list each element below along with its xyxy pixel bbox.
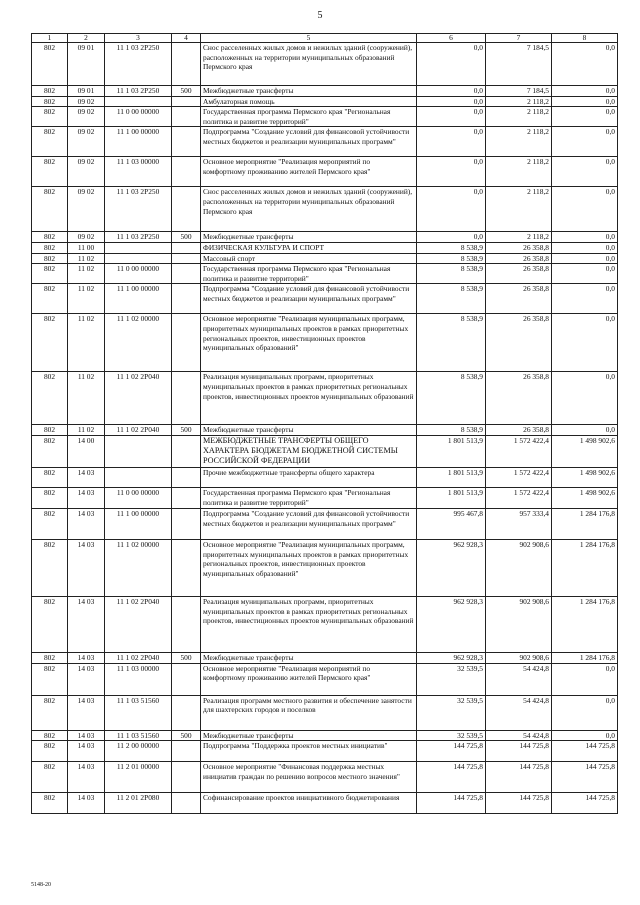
ministry-code: 802 [32, 652, 68, 663]
section-code: 11 02 [68, 314, 105, 372]
target-item-code: 11 1 02 00000 [105, 539, 172, 596]
amount-col7: 26 358,8 [486, 425, 552, 436]
table-row [32, 793, 618, 814]
amount-col8: 1 498 902,6 [552, 487, 618, 508]
section-code: 14 03 [68, 741, 105, 762]
item-name: Основное мероприятие "Финансовая поддержка местных инициатив граждан по решению вопросов местного значения" [201, 762, 417, 793]
expense-type-code [172, 596, 201, 652]
ministry-code: 802 [32, 663, 68, 695]
amount-col8: 144 725,8 [552, 762, 618, 793]
table-row [32, 242, 618, 253]
expense-type-code [172, 762, 201, 793]
amount-col8: 144 725,8 [552, 741, 618, 762]
amount-col8: 0,0 [552, 232, 618, 243]
target-item-code: 11 1 03 2P250 [105, 86, 172, 97]
section-code: 14 03 [68, 467, 105, 487]
target-item-code: 11 1 03 51560 [105, 695, 172, 730]
target-item-code: 11 1 03 51560 [105, 730, 172, 741]
amount-col8: 0,0 [552, 425, 618, 436]
amount-col8: 0,0 [552, 253, 618, 264]
amount-col8: 1 284 176,8 [552, 596, 618, 652]
section-code: 14 03 [68, 508, 105, 539]
section-code: 14 03 [68, 793, 105, 814]
ministry-code: 802 [32, 127, 68, 157]
amount-col8: 0,0 [552, 127, 618, 157]
amount-col6: 1 801 513,9 [417, 467, 486, 487]
amount-col7: 1 572 422,4 [486, 487, 552, 508]
item-name: Снос расселенных жилых домов и нежилых зданий (сооружений), расположенных на территории муниципальных образований Пермского края [201, 43, 417, 86]
table-row [32, 596, 618, 652]
target-item-code: 11 1 02 00000 [105, 314, 172, 372]
target-item-code [105, 435, 172, 467]
expense-type-code [172, 107, 201, 127]
amount-col7: 26 358,8 [486, 253, 552, 264]
amount-col6: 8 538,9 [417, 314, 486, 372]
section-code: 11 02 [68, 372, 105, 425]
amount-col6: 144 725,8 [417, 762, 486, 793]
expense-type-code [172, 467, 201, 487]
amount-col7: 957 333,4 [486, 508, 552, 539]
target-item-code: 11 1 03 2P250 [105, 43, 172, 86]
column-number: 7 [486, 34, 552, 43]
section-code: 09 01 [68, 43, 105, 86]
expense-type-code: 500 [172, 232, 201, 243]
column-number: 3 [105, 34, 172, 43]
expense-type-code [172, 314, 201, 372]
amount-col8: 0,0 [552, 187, 618, 232]
table-row [32, 652, 618, 663]
amount-col8: 0,0 [552, 86, 618, 97]
amount-col7: 26 358,8 [486, 372, 552, 425]
ministry-code: 802 [32, 730, 68, 741]
table-row [32, 264, 618, 284]
item-name: Подпрограмма "Создание условий для финансовой устойчивости местных бюджетов и реализации муниципальных программ" [201, 508, 417, 539]
item-name: Основное мероприятие "Реализация мероприятий по комфортному проживанию жителей Пермского края" [201, 157, 417, 187]
item-name: Подпрограмма "Поддержка проектов местных инициатив" [201, 741, 417, 762]
amount-col7: 144 725,8 [486, 793, 552, 814]
amount-col6: 995 467,8 [417, 508, 486, 539]
expense-type-code: 500 [172, 652, 201, 663]
ministry-code: 802 [32, 284, 68, 314]
table-row [32, 372, 618, 425]
ministry-code: 802 [32, 314, 68, 372]
expense-type-code [172, 253, 201, 264]
amount-col8: 0,0 [552, 695, 618, 730]
table-row [32, 695, 618, 730]
amount-col6: 8 538,9 [417, 372, 486, 425]
table-row [32, 43, 618, 86]
section-code: 09 02 [68, 127, 105, 157]
expense-type-code [172, 487, 201, 508]
amount-col6: 962 928,3 [417, 652, 486, 663]
target-item-code [105, 467, 172, 487]
item-name: Амбулаторная помощь [201, 96, 417, 107]
table-row [32, 314, 618, 372]
item-name: Основное мероприятие "Реализация муниципальных программ, приоритетных муниципальных проектов в рамках приоритетных региональных проектов, инвестиционных проектов муниципальных образований" [201, 539, 417, 596]
expense-type-code [172, 127, 201, 157]
ministry-code: 802 [32, 793, 68, 814]
section-code: 11 02 [68, 253, 105, 264]
amount-col6: 0,0 [417, 96, 486, 107]
item-name: Государственная программа Пермского края "Региональная политика и развитие территорий" [201, 107, 417, 127]
amount-col7: 26 358,8 [486, 284, 552, 314]
expense-type-code [172, 96, 201, 107]
expense-type-code [172, 284, 201, 314]
amount-col7: 1 572 422,4 [486, 435, 552, 467]
column-number: 1 [32, 34, 68, 43]
amount-col7: 2 118,2 [486, 232, 552, 243]
ministry-code: 802 [32, 425, 68, 436]
column-number: 5 [201, 34, 417, 43]
amount-col6: 0,0 [417, 187, 486, 232]
section-code: 14 00 [68, 435, 105, 467]
item-name: Реализация программ местного развития и обеспечение занятости для шахтерских городов и поселков [201, 695, 417, 730]
amount-col8: 0,0 [552, 284, 618, 314]
item-name: Государственная программа Пермского края "Региональная политика и развитие территорий" [201, 264, 417, 284]
item-name: Реализация муниципальных программ, приоритетных муниципальных проектов в рамках приоритетных региональных проектов, инвестиционных проектов муниципальных образований [201, 372, 417, 425]
item-name: Реализация муниципальных программ, приоритетных муниципальных проектов в рамках приоритетных региональных проектов, инвестиционных проектов муниципальных образований [201, 596, 417, 652]
expense-type-code [172, 43, 201, 86]
ministry-code: 802 [32, 596, 68, 652]
target-item-code: 11 1 02 2P040 [105, 652, 172, 663]
ministry-code: 802 [32, 372, 68, 425]
column-number: 2 [68, 34, 105, 43]
target-item-code: 11 1 03 2P250 [105, 187, 172, 232]
section-code: 09 02 [68, 157, 105, 187]
amount-col7: 2 118,2 [486, 96, 552, 107]
section-code: 14 03 [68, 730, 105, 741]
amount-col8: 1 498 902,6 [552, 467, 618, 487]
table-row [32, 435, 618, 467]
amount-col8: 1 284 176,8 [552, 652, 618, 663]
table-row [32, 467, 618, 487]
table-row [32, 86, 618, 97]
item-name: Подпрограмма "Создание условий для финансовой устойчивости местных бюджетов и реализации муниципальных программ" [201, 284, 417, 314]
amount-col8: 144 725,8 [552, 793, 618, 814]
ministry-code: 802 [32, 107, 68, 127]
amount-col6: 8 538,9 [417, 425, 486, 436]
ministry-code: 802 [32, 187, 68, 232]
target-item-code: 11 1 02 2P040 [105, 425, 172, 436]
ministry-code: 802 [32, 43, 68, 86]
amount-col8: 0,0 [552, 43, 618, 86]
ministry-code: 802 [32, 96, 68, 107]
amount-col6: 0,0 [417, 43, 486, 86]
target-item-code: 11 1 00 00000 [105, 508, 172, 539]
expense-type-code: 500 [172, 730, 201, 741]
amount-col8: 1 498 902,6 [552, 435, 618, 467]
section-code: 14 03 [68, 487, 105, 508]
item-name: ФИЗИЧЕСКАЯ КУЛЬТУРА И СПОРТ [201, 242, 417, 253]
amount-col6: 0,0 [417, 107, 486, 127]
amount-col6: 1 801 513,9 [417, 435, 486, 467]
section-code: 11 02 [68, 425, 105, 436]
expense-type-code [172, 741, 201, 762]
target-item-code: 11 1 00 00000 [105, 127, 172, 157]
section-code: 14 03 [68, 695, 105, 730]
expense-type-code [172, 187, 201, 232]
section-code: 09 02 [68, 96, 105, 107]
amount-col7: 902 908,6 [486, 652, 552, 663]
amount-col8: 0,0 [552, 157, 618, 187]
expense-type-code [172, 242, 201, 253]
target-item-code: 11 0 00 00000 [105, 264, 172, 284]
ministry-code: 802 [32, 435, 68, 467]
amount-col6: 962 928,3 [417, 539, 486, 596]
section-code: 14 03 [68, 596, 105, 652]
table-row [32, 730, 618, 741]
section-code: 14 03 [68, 663, 105, 695]
ministry-code: 802 [32, 762, 68, 793]
ministry-code: 802 [32, 86, 68, 97]
target-item-code: 11 1 03 2P250 [105, 232, 172, 243]
target-item-code: 11 0 00 00000 [105, 487, 172, 508]
ministry-code: 802 [32, 253, 68, 264]
amount-col7: 54 424,8 [486, 695, 552, 730]
item-name: Межбюджетные трансферты [201, 232, 417, 243]
document-code: 5148-20 [31, 882, 51, 888]
item-name: Межбюджетные трансферты [201, 730, 417, 741]
item-name: Подпрограмма "Создание условий для финансовой устойчивости местных бюджетов и реализации муниципальных программ" [201, 127, 417, 157]
amount-col7: 54 424,8 [486, 730, 552, 741]
table-row [32, 96, 618, 107]
expense-type-code [172, 695, 201, 730]
table-row [32, 487, 618, 508]
expense-type-code: 500 [172, 86, 201, 97]
amount-col7: 1 572 422,4 [486, 467, 552, 487]
amount-col6: 144 725,8 [417, 741, 486, 762]
table-row [32, 187, 618, 232]
ministry-code: 802 [32, 467, 68, 487]
ministry-code: 802 [32, 741, 68, 762]
amount-col8: 0,0 [552, 96, 618, 107]
target-item-code: 11 2 00 00000 [105, 741, 172, 762]
column-number: 4 [172, 34, 201, 43]
item-name: Массовый спорт [201, 253, 417, 264]
target-item-code: 11 1 02 2P040 [105, 372, 172, 425]
table-row [32, 107, 618, 127]
item-name: Снос расселенных жилых домов и нежилых зданий (сооружений), расположенных на территории муниципальных образований Пермского края [201, 187, 417, 232]
amount-col6: 8 538,9 [417, 253, 486, 264]
ministry-code: 802 [32, 508, 68, 539]
target-item-code: 11 1 03 00000 [105, 157, 172, 187]
amount-col8: 0,0 [552, 730, 618, 741]
amount-col6: 0,0 [417, 127, 486, 157]
amount-col8: 0,0 [552, 264, 618, 284]
item-name: Межбюджетные трансферты [201, 86, 417, 97]
item-name: Государственная программа Пермского края "Региональная политика и развитие территорий" [201, 487, 417, 508]
ministry-code: 802 [32, 264, 68, 284]
amount-col7: 26 358,8 [486, 314, 552, 372]
item-name: МЕЖБЮДЖЕТНЫЕ ТРАНСФЕРТЫ ОБЩЕГО ХАРАКТЕРА БЮДЖЕТАМ БЮДЖЕТНОЙ СИСТЕМЫ РОССИЙСКОЙ ФЕДЕРАЦИИ [201, 435, 417, 467]
amount-col6: 0,0 [417, 157, 486, 187]
item-name: Межбюджетные трансферты [201, 425, 417, 436]
amount-col6: 962 928,3 [417, 596, 486, 652]
target-item-code: 11 0 00 00000 [105, 107, 172, 127]
expense-type-code [172, 539, 201, 596]
amount-col7: 144 725,8 [486, 762, 552, 793]
amount-col6: 1 801 513,9 [417, 487, 486, 508]
section-code: 14 03 [68, 539, 105, 596]
amount-col7: 7 184,5 [486, 86, 552, 97]
item-name: Софинансирование проектов инициативного бюджетирования [201, 793, 417, 814]
table-row [32, 741, 618, 762]
target-item-code [105, 96, 172, 107]
expense-type-code [172, 435, 201, 467]
ministry-code: 802 [32, 695, 68, 730]
amount-col8: 1 284 176,8 [552, 508, 618, 539]
amount-col8: 0,0 [552, 372, 618, 425]
expense-type-code [172, 508, 201, 539]
section-code: 09 02 [68, 107, 105, 127]
expense-type-code [172, 793, 201, 814]
budget-table-body [32, 43, 618, 814]
table-row [32, 539, 618, 596]
amount-col7: 902 908,6 [486, 539, 552, 596]
table-row [32, 425, 618, 436]
expense-type-code [172, 157, 201, 187]
amount-col6: 0,0 [417, 232, 486, 243]
section-code: 09 01 [68, 86, 105, 97]
amount-col8: 0,0 [552, 314, 618, 372]
target-item-code: 11 2 01 00000 [105, 762, 172, 793]
amount-col7: 2 118,2 [486, 157, 552, 187]
target-item-code: 11 1 00 00000 [105, 284, 172, 314]
amount-col7: 2 118,2 [486, 107, 552, 127]
column-number-row [32, 34, 618, 43]
target-item-code: 11 1 02 2P040 [105, 596, 172, 652]
ministry-code: 802 [32, 157, 68, 187]
table-row [32, 663, 618, 695]
ministry-code: 802 [32, 232, 68, 243]
section-code: 14 03 [68, 652, 105, 663]
amount-col6: 32 539,5 [417, 730, 486, 741]
amount-col8: 1 284 176,8 [552, 539, 618, 596]
amount-col6: 32 539,5 [417, 695, 486, 730]
table-row [32, 157, 618, 187]
page-number: 5 [317, 10, 323, 21]
ministry-code: 802 [32, 242, 68, 253]
amount-col7: 26 358,8 [486, 264, 552, 284]
amount-col6: 144 725,8 [417, 793, 486, 814]
table-row [32, 232, 618, 243]
amount-col7: 54 424,8 [486, 663, 552, 695]
amount-col7: 144 725,8 [486, 741, 552, 762]
item-name: Прочие межбюджетные трансферты общего характера [201, 467, 417, 487]
table-row [32, 284, 618, 314]
amount-col6: 8 538,9 [417, 284, 486, 314]
amount-col8: 0,0 [552, 107, 618, 127]
column-number: 8 [552, 34, 618, 43]
target-item-code: 11 2 01 2P080 [105, 793, 172, 814]
amount-col7: 902 908,6 [486, 596, 552, 652]
amount-col6: 0,0 [417, 86, 486, 97]
amount-col7: 2 118,2 [486, 127, 552, 157]
ministry-code: 802 [32, 487, 68, 508]
expense-type-code [172, 663, 201, 695]
section-code: 11 02 [68, 284, 105, 314]
item-name: Основное мероприятие "Реализация муниципальных программ, приоритетных муниципальных проектов в рамках приоритетных региональных проектов, инвестиционных проектов муниципальных образований" [201, 314, 417, 372]
amount-col7: 7 184,5 [486, 43, 552, 86]
section-code: 09 02 [68, 187, 105, 232]
amount-col8: 0,0 [552, 242, 618, 253]
section-code: 11 00 [68, 242, 105, 253]
target-item-code [105, 253, 172, 264]
target-item-code: 11 1 03 00000 [105, 663, 172, 695]
item-name: Межбюджетные трансферты [201, 652, 417, 663]
expense-type-code [172, 264, 201, 284]
section-code: 09 02 [68, 232, 105, 243]
amount-col7: 26 358,8 [486, 242, 552, 253]
ministry-code: 802 [32, 539, 68, 596]
amount-col8: 0,0 [552, 663, 618, 695]
budget-table [31, 33, 618, 814]
table-row [32, 127, 618, 157]
table-row [32, 762, 618, 793]
item-name: Основное мероприятие "Реализация мероприятий по комфортному проживанию жителей Пермского края" [201, 663, 417, 695]
amount-col6: 8 538,9 [417, 264, 486, 284]
amount-col6: 8 538,9 [417, 242, 486, 253]
expense-type-code [172, 372, 201, 425]
target-item-code [105, 242, 172, 253]
table-row [32, 253, 618, 264]
table-row [32, 508, 618, 539]
amount-col6: 32 539,5 [417, 663, 486, 695]
expense-type-code: 500 [172, 425, 201, 436]
amount-col7: 2 118,2 [486, 187, 552, 232]
column-number: 6 [417, 34, 486, 43]
section-code: 14 03 [68, 762, 105, 793]
section-code: 11 02 [68, 264, 105, 284]
